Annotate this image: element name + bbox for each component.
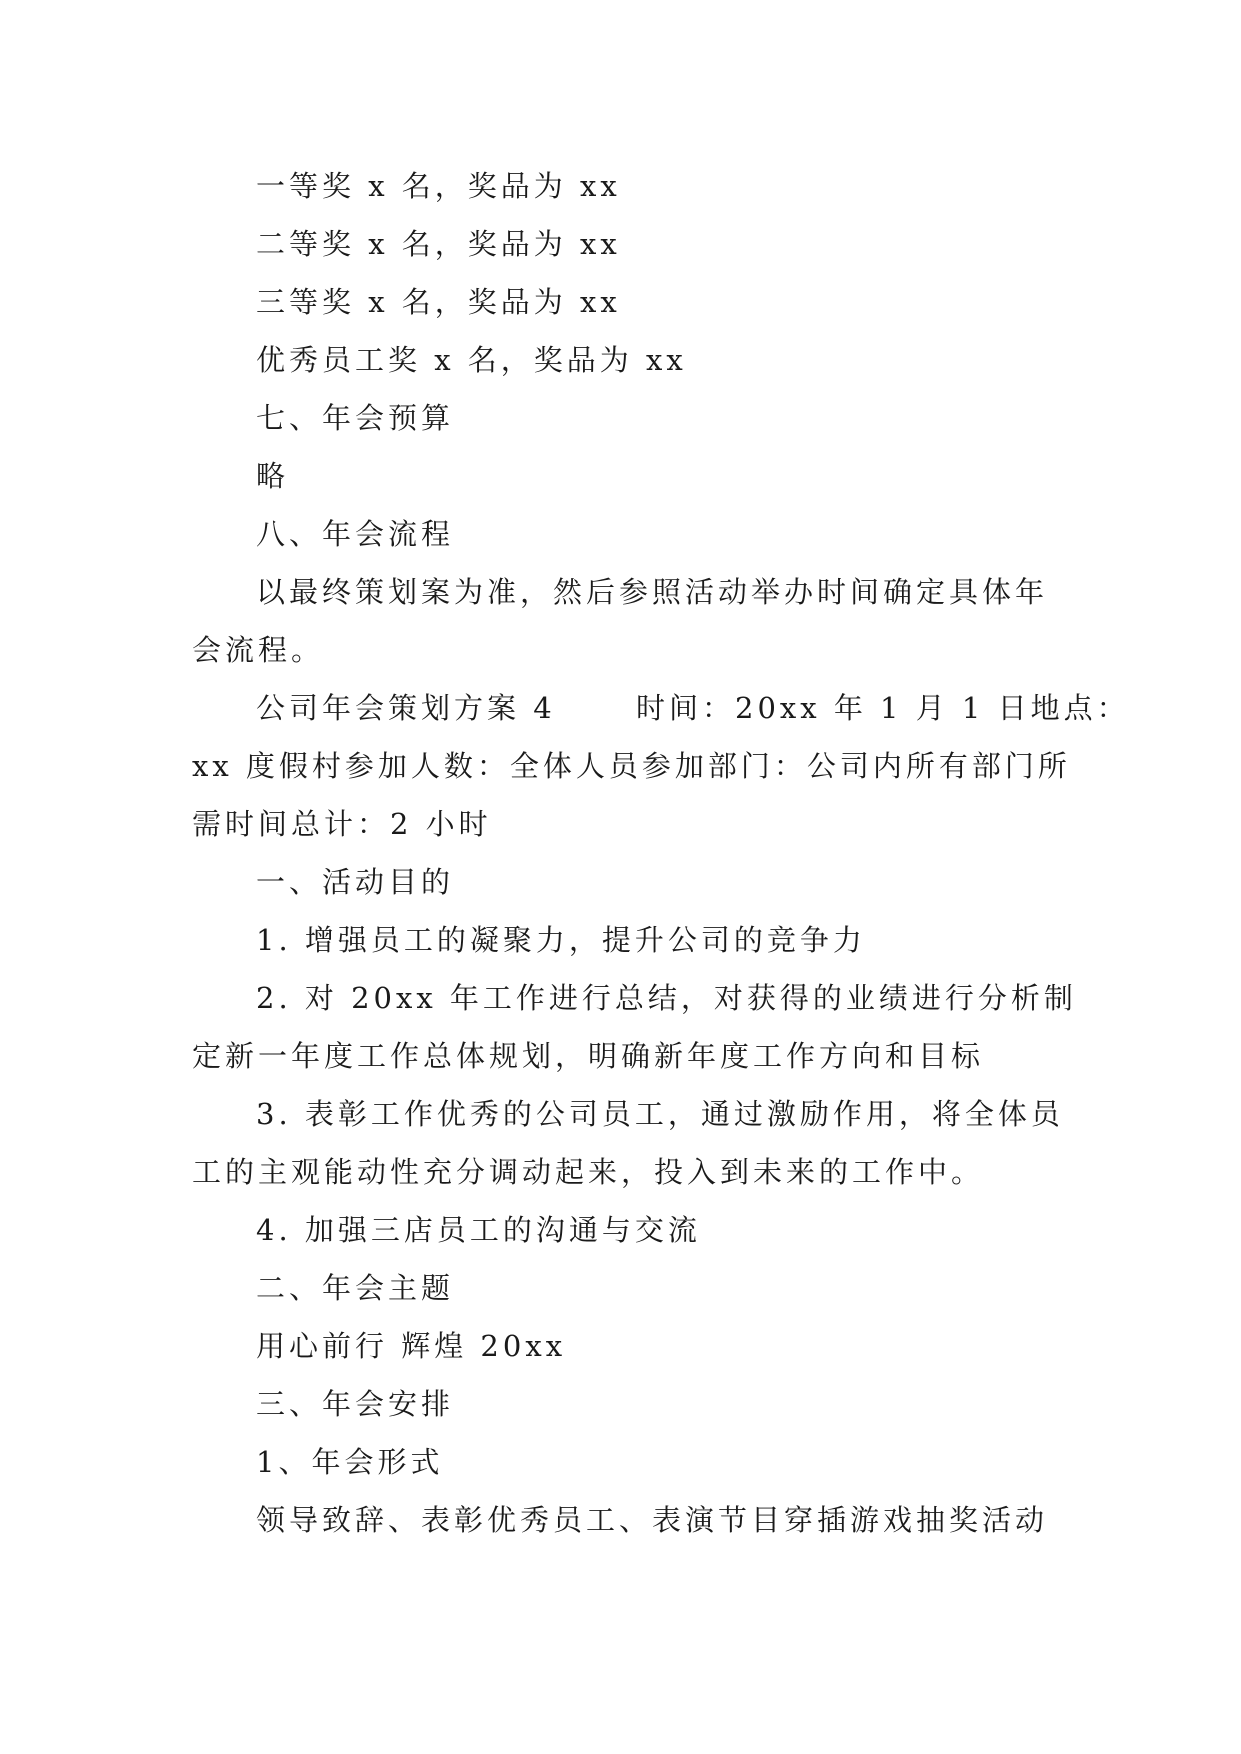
list-item: 4. 加强三店员工的沟通与交流 (256, 1213, 701, 1247)
theme-text: 用心前行 辉煌 20xx (256, 1329, 567, 1363)
prize-second: 二等奖 x 名，奖品为 xx (256, 227, 621, 261)
budget-text: 略 (256, 459, 290, 493)
prize-third: 三等奖 x 名，奖品为 xx (256, 285, 621, 319)
list-item: 1. 增强员工的凝聚力，提升公司的竞争力 (256, 923, 866, 957)
plan-time-location: 时间：20xx 年 1 月 1 日地点： (636, 691, 1130, 725)
section-heading-budget: 七、年会预算 (256, 401, 455, 435)
list-item: 3. 表彰工作优秀的公司员工，通过激励作用，将全体员 (256, 1097, 1064, 1131)
paragraph-line: xx 度假村参加人数：全体人员参加部门：公司内所有部门所 (192, 749, 1071, 783)
paragraph-line: 需时间总计：2 小时 (192, 807, 492, 841)
prize-excellent-employee: 优秀员工奖 x 名，奖品为 xx (256, 343, 687, 377)
section-heading-theme: 二、年会主题 (256, 1271, 455, 1305)
list-item: 2. 对 20xx 年工作进行总结，对获得的业绩进行分析制 (256, 981, 1077, 1015)
paragraph-line: 工的主观能动性充分调动起来，投入到未来的工作中。 (192, 1155, 985, 1189)
prize-first: 一等奖 x 名，奖品为 xx (256, 169, 621, 203)
paragraph-line: 以最终策划案为准，然后参照活动举办时间确定具体年 (256, 575, 1049, 609)
subheading-format: 1、年会形式 (256, 1445, 444, 1479)
plan-title: 公司年会策划方案 4 (256, 691, 556, 725)
paragraph-line: 会流程。 (192, 633, 325, 667)
section-heading-purpose: 一、活动目的 (256, 865, 455, 899)
paragraph-line: 定新一年度工作总体规划，明确新年度工作方向和目标 (192, 1039, 985, 1073)
section-heading-process: 八、年会流程 (256, 517, 455, 551)
paragraph-line: 领导致辞、表彰优秀员工、表演节目穿插游戏抽奖活动 (256, 1503, 1049, 1537)
section-heading-arrangement: 三、年会安排 (256, 1387, 455, 1421)
